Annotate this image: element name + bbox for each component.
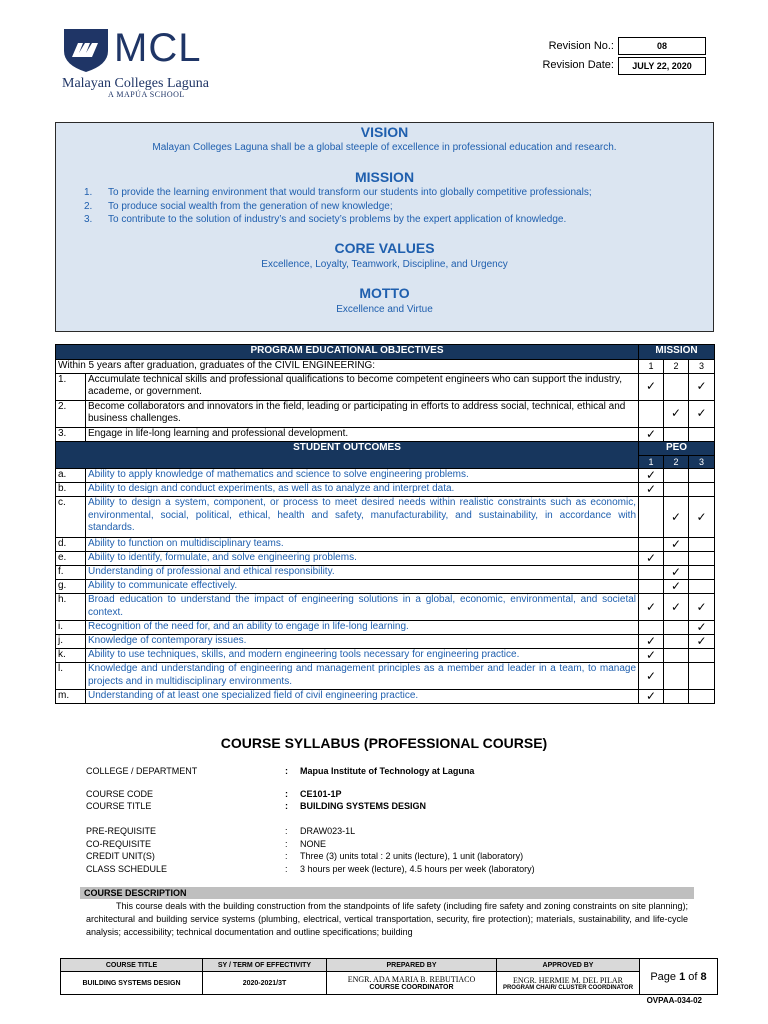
row-text: Become collaborators and innovators in the field, leading or participating in efforts to address social, technical, ethical and business challenges. bbox=[86, 400, 639, 427]
row-text: Ability to identify, formulate, and solve engineering problems. bbox=[86, 552, 639, 566]
check-cell: ✓ bbox=[664, 400, 689, 427]
row-id: 1. bbox=[56, 373, 86, 400]
table-row bbox=[56, 594, 715, 621]
check-cell: ✓ bbox=[639, 483, 664, 497]
row-text: Broad education to understand the impact of engineering solutions in a global, economic, environmental, and societal context. bbox=[86, 594, 639, 621]
colon: : bbox=[285, 851, 288, 861]
check-cell bbox=[664, 483, 689, 497]
logo-text: MCL bbox=[114, 26, 202, 70]
prereq-value: DRAW023-1L bbox=[300, 826, 356, 836]
table-row bbox=[56, 635, 715, 649]
row-text: Ability to communicate effectively. bbox=[86, 580, 639, 594]
peo-intro: Within 5 years after graduation, graduates of the CIVIL ENGINEERING: bbox=[56, 360, 639, 374]
check-cell bbox=[689, 538, 715, 552]
table-row bbox=[56, 469, 715, 483]
check-cell: ✓ bbox=[639, 373, 664, 400]
so-header: STUDENT OUTCOMES bbox=[56, 441, 639, 469]
check-cell bbox=[664, 469, 689, 483]
mission-item: 3. To contribute to the solution of industry’s and society’s problems by the expert application of knowledge. bbox=[84, 214, 567, 225]
check-cell: ✓ bbox=[639, 690, 664, 704]
check-cell bbox=[664, 690, 689, 704]
course-description-text: This course deals with the building construction from the standpoints of life safety (including fire safety and zoning constraints on site planning); architectural and building service systems (plumbing, electrical, vertical transportation, security, fire protection); materials, sustainability, and life-cycle analysis; accessibility; technical documentation and outline specifications; building bbox=[86, 901, 688, 937]
colon: : bbox=[285, 766, 288, 776]
school-name: Malayan Colleges Laguna bbox=[62, 76, 209, 91]
footer-approved-label: APPROVED BY bbox=[497, 959, 640, 972]
row-id: j. bbox=[56, 635, 86, 649]
row-text: Knowledge of contemporary issues. bbox=[86, 635, 639, 649]
row-text: Recognition of the need for, and an ability to engage in life-long learning. bbox=[86, 621, 639, 635]
motto-heading: MOTTO bbox=[359, 285, 410, 301]
row-id: b. bbox=[56, 483, 86, 497]
peo-header: PROGRAM EDUCATIONAL OBJECTIVES bbox=[56, 345, 639, 360]
check-cell bbox=[664, 635, 689, 649]
row-text: Understanding of at least one specialized field of civil engineering practice. bbox=[86, 690, 639, 704]
check-cell bbox=[689, 566, 715, 580]
check-cell: ✓ bbox=[689, 635, 715, 649]
table-row bbox=[56, 663, 715, 690]
college-value: Mapua Institute of Technology at Laguna bbox=[300, 766, 475, 776]
row-id: 3. bbox=[56, 427, 86, 441]
title-label: COURSE TITLE bbox=[86, 801, 152, 811]
row-text: Ability to function on multidisciplinary teams. bbox=[86, 538, 639, 552]
check-cell: ✓ bbox=[664, 497, 689, 538]
check-cell bbox=[689, 552, 715, 566]
row-id: f. bbox=[56, 566, 86, 580]
check-cell: ✓ bbox=[689, 373, 715, 400]
row-text: Ability to design and conduct experiments, as well as to analyze and interpret data. bbox=[86, 483, 639, 497]
col-num: 2 bbox=[664, 360, 689, 374]
table-row bbox=[56, 580, 715, 594]
prepared-name: ENGR. ADA MARIA B. REBUTIACO bbox=[347, 975, 476, 984]
check-cell bbox=[639, 538, 664, 552]
table-row bbox=[56, 538, 715, 552]
row-id: c. bbox=[56, 497, 86, 538]
check-cell: ✓ bbox=[689, 400, 715, 427]
table-row bbox=[56, 427, 715, 441]
footer-table bbox=[60, 958, 718, 995]
row-id: m. bbox=[56, 690, 86, 704]
revision-no-value: 08 bbox=[618, 37, 706, 55]
coreq-value: NONE bbox=[300, 839, 327, 849]
school-logo-shield bbox=[62, 27, 110, 73]
revision-no-label: Revision No.: bbox=[548, 40, 614, 52]
mission-list bbox=[84, 186, 592, 227]
credit-label: CREDIT UNIT(S) bbox=[86, 851, 155, 861]
check-cell bbox=[689, 649, 715, 663]
vision-mission-box bbox=[55, 122, 714, 332]
approved-role: PROGRAM CHAIR/ CLUSTER COORDINATOR bbox=[502, 984, 634, 991]
check-cell bbox=[639, 400, 664, 427]
schedule-label: CLASS SCHEDULE bbox=[86, 864, 168, 874]
check-cell: ✓ bbox=[664, 580, 689, 594]
table-row bbox=[56, 483, 715, 497]
check-cell: ✓ bbox=[639, 594, 664, 621]
check-cell bbox=[689, 427, 715, 441]
check-cell: ✓ bbox=[639, 552, 664, 566]
motto-text: Excellence and Virtue bbox=[336, 304, 433, 315]
form-code: OVPAA-034-02 bbox=[646, 996, 702, 1005]
check-cell: ✓ bbox=[639, 469, 664, 483]
row-id: g. bbox=[56, 580, 86, 594]
core-values-text: Excellence, Loyalty, Teamwork, Discipline, and Urgency bbox=[261, 259, 508, 270]
row-id: e. bbox=[56, 552, 86, 566]
core-values-heading: CORE VALUES bbox=[334, 240, 435, 256]
course-description-heading: COURSE DESCRIPTION bbox=[80, 887, 694, 899]
col-num: 3 bbox=[689, 455, 715, 469]
title-value: BUILDING SYSTEMS DESIGN bbox=[300, 801, 427, 811]
check-cell bbox=[639, 566, 664, 580]
check-cell bbox=[639, 497, 664, 538]
check-cell bbox=[664, 621, 689, 635]
vision-text: Malayan Colleges Laguna shall be a global steeple of excellence in professional education and research. bbox=[152, 142, 617, 153]
college-label: COLLEGE / DEPARTMENT bbox=[86, 766, 198, 776]
check-cell bbox=[664, 663, 689, 690]
vision-heading: VISION bbox=[360, 124, 409, 140]
prepared-role: COURSE COORDINATOR bbox=[369, 984, 454, 991]
check-cell bbox=[664, 427, 689, 441]
row-id: h. bbox=[56, 594, 86, 621]
row-text: Ability to design a system, component, or process to meet desired needs within realistic constraints such as economic, environmental, social, political, ethical, health and safety, manufacturability, and sustainability, in accordance with standards. bbox=[86, 497, 639, 538]
footer-course-title-value: BUILDING SYSTEMS DESIGN bbox=[61, 972, 203, 995]
colon: : bbox=[285, 789, 288, 799]
table-row bbox=[56, 400, 715, 427]
check-cell bbox=[689, 580, 715, 594]
row-text: Understanding of professional and ethical responsibility. bbox=[86, 566, 639, 580]
col-num: 1 bbox=[639, 360, 664, 374]
table-row bbox=[56, 649, 715, 663]
colon: : bbox=[285, 839, 288, 849]
revision-date-value: JULY 22, 2020 bbox=[618, 57, 706, 75]
approved-name: ENGR. HERMIE M. DEL PILAR bbox=[513, 975, 623, 985]
code-value: CE101-1P bbox=[300, 789, 342, 799]
row-text: Knowledge and understanding of engineering and management principles as a member and leader in a team, to manage projects and in multidisciplinary environments. bbox=[86, 663, 639, 690]
mission-col-header: MISSION bbox=[639, 345, 715, 360]
revision-date-label: Revision Date: bbox=[542, 59, 614, 71]
mission-item: 2. To produce social wealth from the generation of new knowledge; bbox=[84, 200, 393, 212]
footer-course-title-label: COURSE TITLE bbox=[61, 959, 203, 972]
colon: : bbox=[285, 826, 288, 836]
check-cell bbox=[664, 552, 689, 566]
check-cell bbox=[689, 483, 715, 497]
check-cell: ✓ bbox=[639, 649, 664, 663]
so-rows bbox=[56, 469, 715, 704]
footer-sy-label: SY / TERM OF EFFECTIVITY bbox=[203, 959, 327, 972]
row-id: k. bbox=[56, 649, 86, 663]
check-cell: ✓ bbox=[664, 538, 689, 552]
check-cell bbox=[639, 580, 664, 594]
table-row bbox=[56, 552, 715, 566]
table-row bbox=[56, 566, 715, 580]
prereq-label: PRE-REQUISITE bbox=[86, 826, 157, 836]
credit-value: Three (3) units total : 2 units (lecture), 1 unit (laboratory) bbox=[300, 851, 524, 861]
prepared-by-cell bbox=[327, 972, 497, 995]
mission-heading: MISSION bbox=[354, 169, 415, 185]
row-id: a. bbox=[56, 469, 86, 483]
col-num: 3 bbox=[689, 360, 715, 374]
colon: : bbox=[285, 864, 288, 874]
check-cell bbox=[689, 469, 715, 483]
col-num: 2 bbox=[664, 455, 689, 469]
row-text: Ability to apply knowledge of mathematics and science to solve engineering problems. bbox=[86, 469, 639, 483]
table-row bbox=[56, 690, 715, 704]
footer-prepared-label: PREPARED BY bbox=[327, 959, 497, 972]
page-indicator: Page 1 of 8 bbox=[640, 959, 718, 995]
check-cell: ✓ bbox=[689, 594, 715, 621]
check-cell: ✓ bbox=[639, 427, 664, 441]
check-cell: ✓ bbox=[689, 497, 715, 538]
check-cell: ✓ bbox=[689, 621, 715, 635]
peo-table bbox=[55, 344, 715, 704]
coreq-label: CO-REQUISITE bbox=[86, 839, 152, 849]
row-text: Accumulate technical skills and professional qualifications to become competent engineers who can support the industry, academe, or government. bbox=[86, 373, 639, 400]
row-id: i. bbox=[56, 621, 86, 635]
row-text: Engage in life-long learning and professional development. bbox=[86, 427, 639, 441]
check-cell bbox=[664, 373, 689, 400]
check-cell bbox=[664, 649, 689, 663]
check-cell bbox=[689, 663, 715, 690]
col-num: 1 bbox=[639, 455, 664, 469]
row-id: 2. bbox=[56, 400, 86, 427]
check-cell: ✓ bbox=[639, 635, 664, 649]
row-id: l. bbox=[56, 663, 86, 690]
table-row bbox=[56, 373, 715, 400]
school-subtitle: A MAPÚA SCHOOL bbox=[108, 90, 185, 99]
check-cell: ✓ bbox=[639, 663, 664, 690]
colon: : bbox=[285, 801, 288, 811]
peo-col-header: PEO bbox=[639, 441, 715, 455]
mission-item: 1. To provide the learning environment that would transform our students into globally competitive professionals; bbox=[84, 187, 592, 198]
footer-sy-value: 2020-2021/3T bbox=[203, 972, 327, 995]
check-cell: ✓ bbox=[664, 566, 689, 580]
check-cell bbox=[639, 621, 664, 635]
row-id: d. bbox=[56, 538, 86, 552]
check-cell bbox=[689, 690, 715, 704]
row-text: Ability to use techniques, skills, and modern engineering tools necessary for engineering practice. bbox=[86, 649, 639, 663]
table-row bbox=[56, 497, 715, 538]
table-row bbox=[56, 621, 715, 635]
schedule-value: 3 hours per week (lecture), 4.5 hours per week (laboratory) bbox=[300, 864, 535, 874]
approved-by-cell bbox=[497, 972, 640, 995]
check-cell: ✓ bbox=[664, 594, 689, 621]
syllabus-title: COURSE SYLLABUS (PROFESSIONAL COURSE) bbox=[220, 735, 548, 751]
code-label: COURSE CODE bbox=[86, 789, 154, 799]
